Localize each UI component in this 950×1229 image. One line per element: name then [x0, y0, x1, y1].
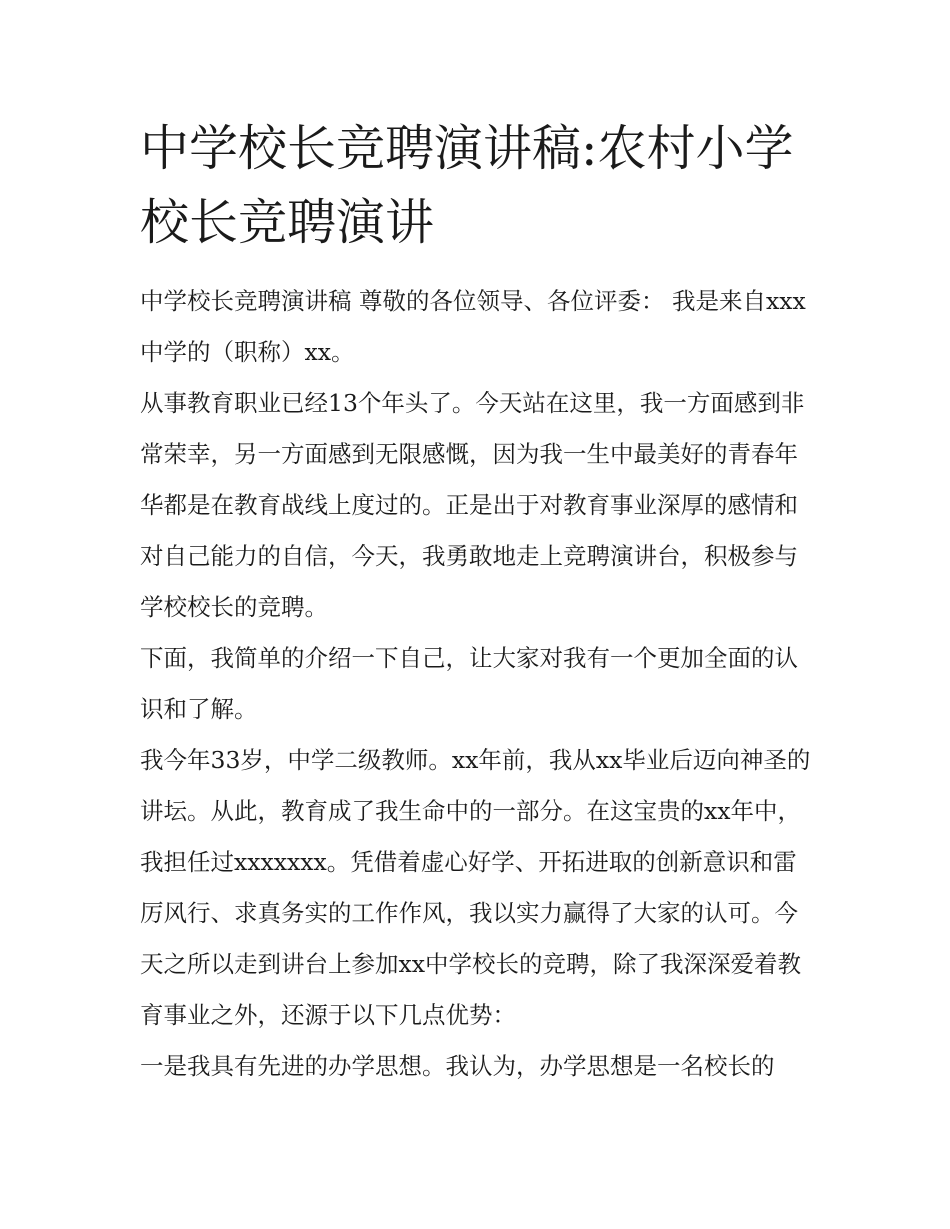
document-title: 中学校长竞聘演讲稿:农村小学校长竞聘演讲: [140, 120, 794, 251]
paragraph-introduction: 下面，我简单的介绍一下自己，让大家对我有一个更加全面的认识和了解。: [140, 644, 798, 723]
paragraph-career: 从事教育职业已经13个年头了。今天站在这里，我一方面感到非常荣幸，另一方面感到无限感慨，因为我一生中最美好的青春年华都是在教育战线上度过的。正是出于对教育事业深厚的感情和对自己能力的自信，今天，我勇敢地走上竞聘演讲台，积极参与学校校长的竞聘。: [140, 389, 805, 621]
paragraph-background: 我今年33岁，中学二级教师。xx年前，我从xx毕业后迈向神圣的讲坛。从此，教育成了我生命中的一部分。在这宝贵的xx年中，我担任过xxxxxxx。凭借着虚心好学、开拓进取的创新意识和雷厉风行、求真务实的工作作风，我以实力赢得了大家的认可。今天之所以走到讲台上参加xx中学校长的竞聘，除了我深深爱着教育事业之外，还源于以下几点优势：: [140, 746, 811, 1029]
paragraph-advantage-one: 一是我具有先进的办学思想。我认为，办学思想是一名校长的: [140, 1052, 775, 1080]
document-body: [140, 276, 812, 1092]
paragraph-intro: 中学校长竞聘演讲稿 尊敬的各位领导、各位评委： 我是来自xxx中学的（职称）xx。: [140, 287, 806, 366]
